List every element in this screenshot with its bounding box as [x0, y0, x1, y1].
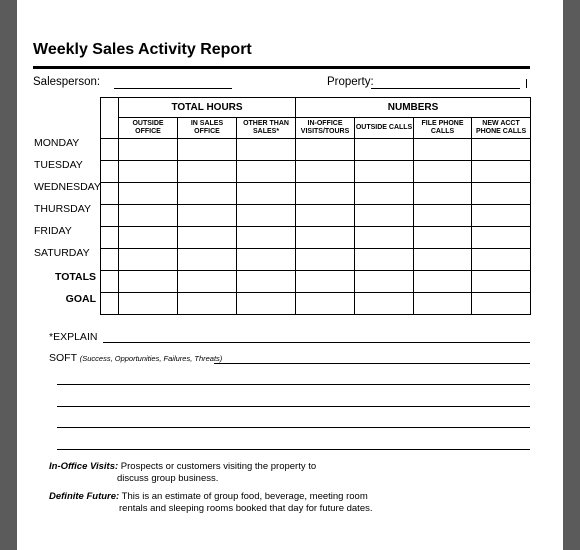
row-friday [101, 227, 531, 249]
cell[interactable] [178, 271, 237, 293]
subheader-outside-office: OUTSIDE OFFICE [119, 118, 178, 139]
cell[interactable] [355, 249, 414, 271]
row-thursday [101, 205, 531, 227]
in-office-text-1: Prospects or customers visiting the property to [120, 461, 317, 472]
totals-label: TOTALS [54, 271, 96, 283]
salesperson-label: Salesperson: [33, 76, 101, 88]
soft-line-1[interactable] [214, 363, 530, 364]
subheader-outside-calls: OUTSIDE CALLS [355, 118, 414, 139]
activity-table [100, 97, 531, 315]
cell[interactable] [178, 139, 237, 161]
goal-label: GOAL [65, 293, 96, 305]
cell[interactable] [472, 205, 531, 227]
cell[interactable] [119, 139, 178, 161]
cell[interactable] [355, 205, 414, 227]
cell[interactable] [355, 183, 414, 205]
soft-line-4[interactable] [57, 427, 530, 428]
soft-row [49, 352, 222, 364]
title-rule [33, 66, 530, 69]
definition-definite-future [49, 491, 373, 515]
corner-cell [101, 98, 119, 139]
cell[interactable] [472, 161, 531, 183]
definite-text-2: rentals and sleeping rooms booked that day for future dates. [119, 503, 373, 514]
cell[interactable] [237, 227, 296, 249]
cell[interactable] [355, 271, 414, 293]
subheader-new-acct-phone-calls: NEW ACCT PHONE CALLS [472, 118, 531, 139]
cell[interactable] [296, 227, 355, 249]
cell[interactable] [237, 293, 296, 315]
cell[interactable] [472, 293, 531, 315]
cell[interactable] [414, 161, 472, 183]
cell[interactable] [472, 139, 531, 161]
soft-label: SOFT [49, 352, 77, 364]
report-title: Weekly Sales Activity Report [33, 41, 252, 58]
cell[interactable] [296, 271, 355, 293]
cell[interactable] [355, 139, 414, 161]
cell[interactable] [178, 183, 237, 205]
day-label-tuesday: TUESDAY [34, 159, 83, 171]
cell[interactable] [237, 161, 296, 183]
subheader-other-than-sales: OTHER THAN SALES* [237, 118, 296, 139]
salesperson-field[interactable] [114, 88, 232, 89]
day-label-thursday: THURSDAY [34, 203, 91, 215]
row-saturday [101, 249, 531, 271]
cell[interactable] [237, 183, 296, 205]
subheader-in-sales-office: IN SALES OFFICE [178, 118, 237, 139]
row-totals [101, 271, 531, 293]
in-office-term: In-Office Visits: [49, 461, 119, 472]
soft-line-3[interactable] [57, 406, 530, 407]
cell[interactable] [355, 293, 414, 315]
definite-term: Definite Future: [49, 491, 120, 502]
cell[interactable] [119, 249, 178, 271]
cell[interactable] [119, 293, 178, 315]
cell[interactable] [296, 161, 355, 183]
subheader-file-phone-calls: FILE PHONE CALLS [414, 118, 472, 139]
header-total-hours: TOTAL HOURS [119, 98, 296, 118]
cell[interactable] [355, 161, 414, 183]
cell[interactable] [414, 271, 472, 293]
cell[interactable] [472, 227, 531, 249]
row-tuesday [101, 161, 531, 183]
property-end-mark [526, 79, 527, 88]
row-monday [101, 139, 531, 161]
cell[interactable] [472, 271, 531, 293]
day-label-monday: MONDAY [34, 137, 80, 149]
cell[interactable] [414, 205, 472, 227]
cell[interactable] [414, 227, 472, 249]
cell[interactable] [414, 183, 472, 205]
subheader-in-office-visits: IN-OFFICE VISITS/TOURS [296, 118, 355, 139]
cell[interactable] [237, 205, 296, 227]
cell[interactable] [237, 139, 296, 161]
soft-line-2[interactable] [57, 384, 530, 385]
day-label-friday: FRIDAY [34, 225, 72, 237]
cell[interactable] [414, 293, 472, 315]
cell[interactable] [119, 227, 178, 249]
cell[interactable] [296, 249, 355, 271]
row-wednesday [101, 183, 531, 205]
in-office-text-2: discuss group business. [117, 473, 219, 484]
cell[interactable] [119, 161, 178, 183]
cell[interactable] [237, 249, 296, 271]
cell[interactable] [472, 249, 531, 271]
cell[interactable] [296, 139, 355, 161]
soft-line-5[interactable] [57, 449, 530, 450]
cell[interactable] [178, 161, 237, 183]
property-field[interactable] [371, 88, 520, 89]
cell[interactable] [355, 227, 414, 249]
cell[interactable] [178, 205, 237, 227]
cell[interactable] [296, 183, 355, 205]
cell[interactable] [178, 227, 237, 249]
cell[interactable] [296, 293, 355, 315]
cell[interactable] [119, 271, 178, 293]
property-label: Property: [327, 76, 374, 88]
day-label-saturday: SATURDAY [34, 247, 90, 259]
day-label-wednesday: WEDNESDAY [34, 181, 101, 193]
cell[interactable] [414, 249, 472, 271]
cell[interactable] [296, 205, 355, 227]
cell[interactable] [414, 139, 472, 161]
cell[interactable] [178, 293, 237, 315]
soft-hint: (Success, Opportunities, Failures, Threats) [79, 354, 223, 363]
cell[interactable] [472, 183, 531, 205]
cell[interactable] [237, 271, 296, 293]
header-numbers: NUMBERS [296, 98, 531, 118]
cell[interactable] [119, 205, 178, 227]
cell[interactable] [178, 249, 237, 271]
explain-label: *EXPLAIN [49, 331, 98, 343]
definition-in-office [49, 461, 316, 485]
explain-line[interactable] [103, 342, 530, 343]
cell[interactable] [119, 183, 178, 205]
row-goal [101, 293, 531, 315]
definite-text-1: This is an estimate of group food, beverage, meeting room [121, 491, 368, 502]
